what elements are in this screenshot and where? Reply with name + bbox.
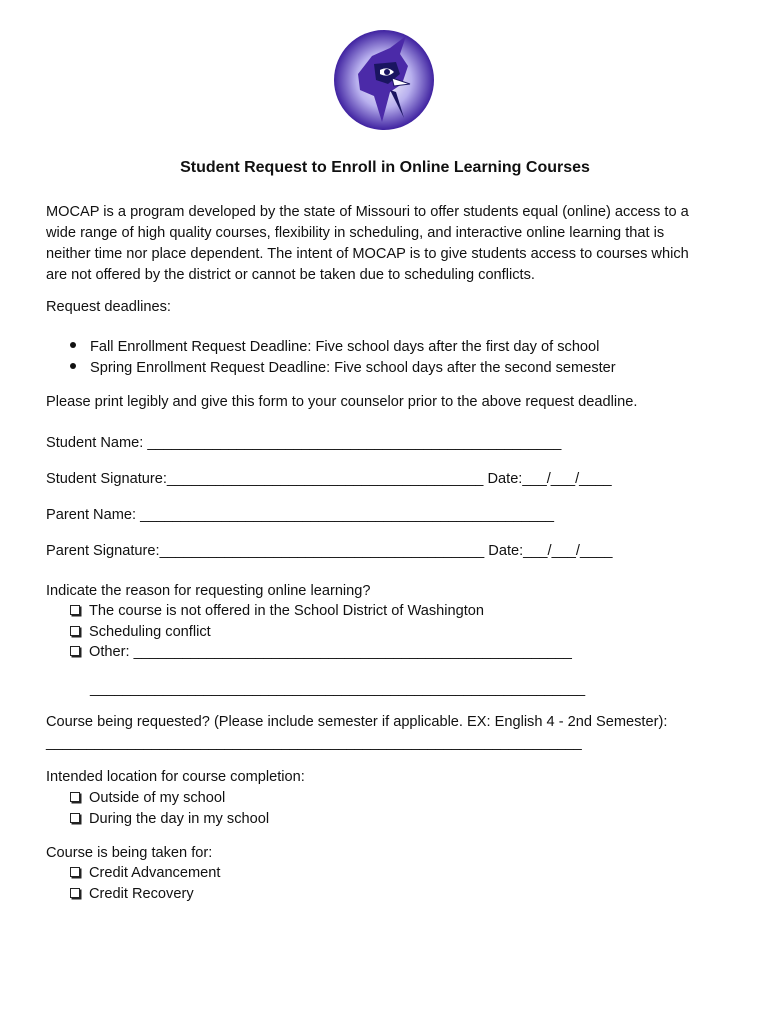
deadline-item-fall bbox=[70, 339, 599, 355]
option-label: Other: ______________________________________________________ bbox=[89, 644, 572, 660]
deadline-text: Fall Enrollment Request Deadline: Five school days after the first day of school bbox=[90, 339, 600, 355]
deadline-text: Spring Enrollment Request Deadline: Five school days after the second semester bbox=[90, 360, 616, 376]
bullet-icon bbox=[70, 342, 76, 348]
reason-option-other[interactable] bbox=[70, 644, 572, 660]
option-label: The course is not offered in the School District of Washington bbox=[89, 603, 485, 619]
checkbox-icon[interactable] bbox=[70, 605, 80, 615]
checkbox-icon[interactable] bbox=[70, 792, 80, 802]
intro-line: are not offered by the district or cannot be taken due to scheduling conflicts. bbox=[46, 267, 535, 283]
deadline-item-spring bbox=[70, 360, 616, 376]
option-label: Scheduling conflict bbox=[89, 624, 211, 640]
reason-other-line[interactable]: _____________________________________________________________ bbox=[90, 681, 586, 697]
option-label: Credit Recovery bbox=[89, 886, 194, 902]
location-option-outside[interactable] bbox=[70, 790, 225, 806]
student-name-field[interactable]: Student Name: ___________________________________________________ bbox=[46, 435, 562, 451]
intro-line: neither time nor place dependent. The intent of MOCAP is to give students access to courses which bbox=[46, 246, 689, 262]
deadlines-heading: Request deadlines: bbox=[46, 299, 171, 315]
intro-line: MOCAP is a program developed by the state of Missouri to offer students equal (online) access to a bbox=[46, 204, 689, 220]
instruction-text: Please print legibly and give this form to your counselor prior to the above request deadline. bbox=[46, 394, 638, 410]
course-answer-line[interactable]: __________________________________________________________________ bbox=[46, 735, 582, 751]
intro-line: wide range of high quality courses, flexibility in scheduling, and interactive online learning that is bbox=[46, 225, 665, 241]
bluejay-logo-icon bbox=[330, 26, 438, 134]
taken-for-option-advancement[interactable] bbox=[70, 865, 220, 881]
checkbox-icon[interactable] bbox=[70, 813, 80, 823]
taken-for-question: Course is being taken for: bbox=[46, 845, 213, 861]
checkbox-icon[interactable] bbox=[70, 646, 80, 656]
reason-question: Indicate the reason for requesting online learning? bbox=[46, 583, 371, 599]
bullet-icon bbox=[70, 363, 76, 369]
location-option-during-day[interactable] bbox=[70, 811, 269, 827]
parent-signature-field[interactable]: Parent Signature:________________________________________ Date:___/___/____ bbox=[46, 543, 613, 559]
parent-name-field[interactable]: Parent Name: ___________________________________________________ bbox=[46, 507, 555, 523]
taken-for-option-recovery[interactable] bbox=[70, 886, 194, 902]
option-label: During the day in my school bbox=[89, 811, 270, 827]
option-label: Credit Advancement bbox=[89, 865, 221, 881]
page-title: Student Request to Enroll in Online Learning Courses bbox=[180, 159, 590, 176]
student-signature-field[interactable]: Student Signature:_______________________________________ Date:___/___/____ bbox=[46, 471, 612, 487]
course-question: Course being requested? (Please include semester if applicable. EX: English 4 - 2nd Semester): bbox=[46, 714, 668, 730]
checkbox-icon[interactable] bbox=[70, 867, 80, 877]
intro-paragraph bbox=[46, 202, 736, 286]
reason-option-scheduling[interactable] bbox=[70, 624, 211, 640]
location-question: Intended location for course completion: bbox=[46, 769, 305, 785]
option-label: Outside of my school bbox=[89, 790, 226, 806]
reason-option-not-offered[interactable] bbox=[70, 603, 484, 619]
checkbox-icon[interactable] bbox=[70, 626, 80, 636]
checkbox-icon[interactable] bbox=[70, 888, 80, 898]
